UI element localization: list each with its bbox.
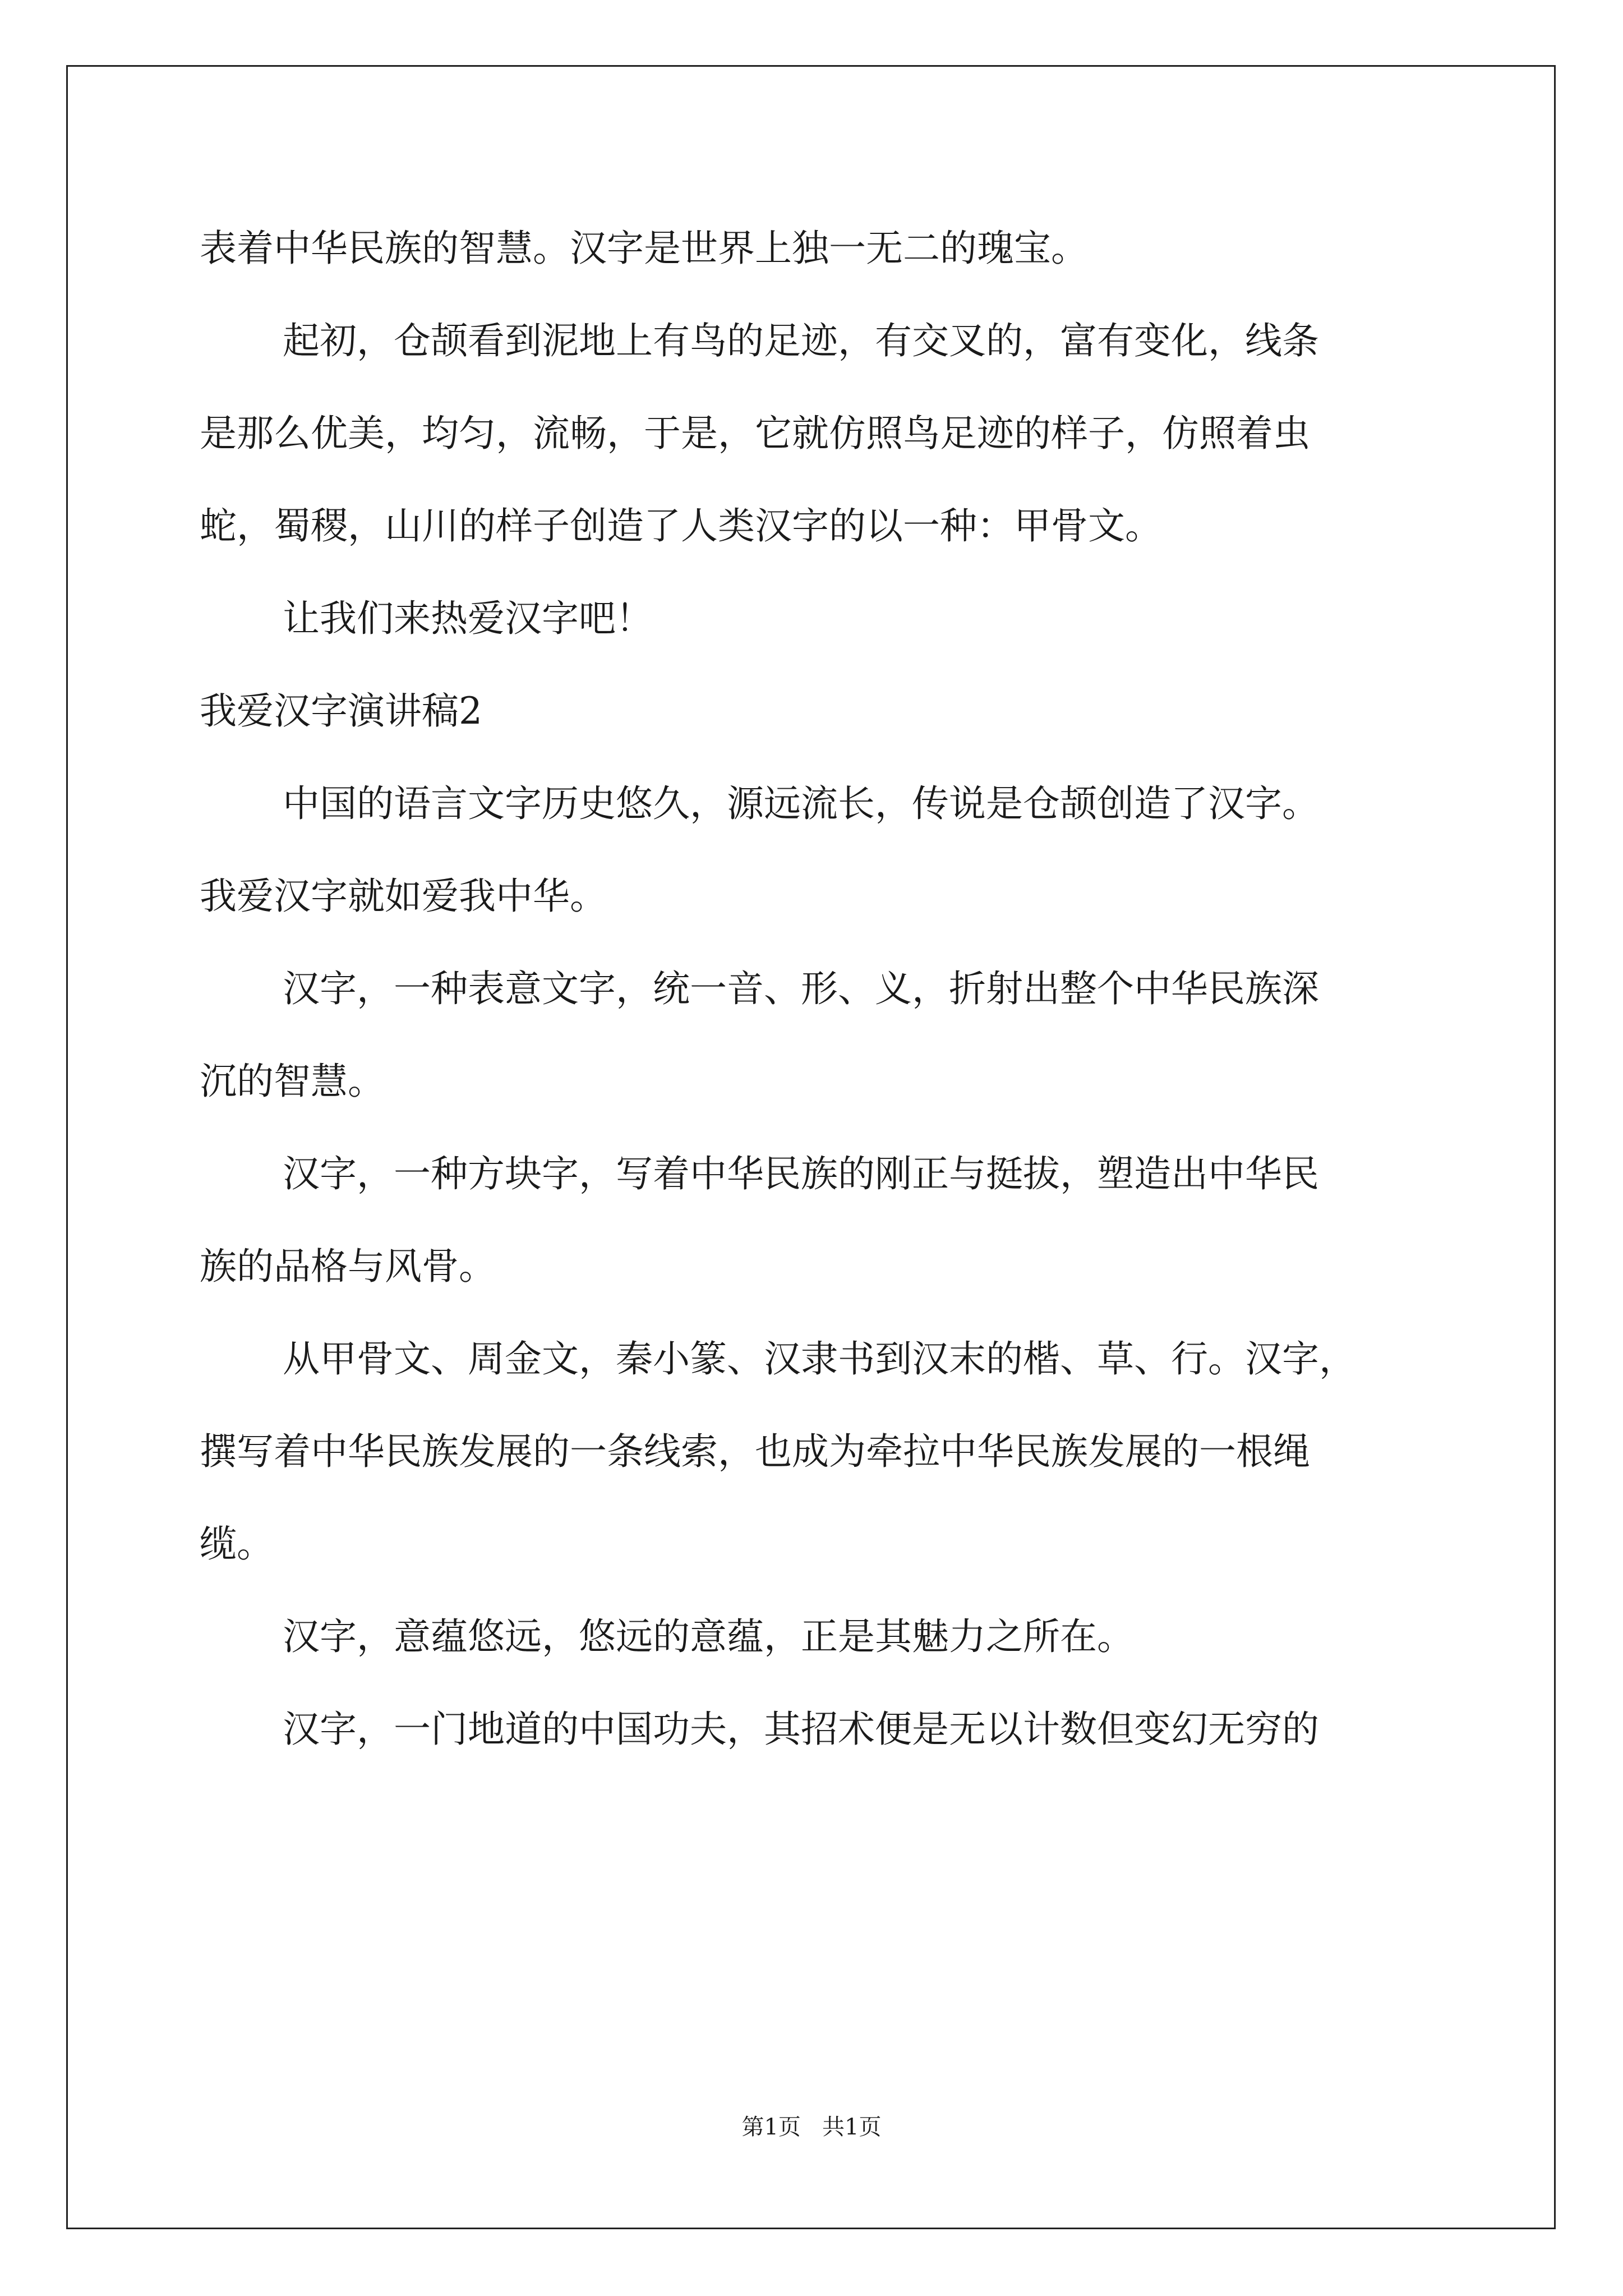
text-line: 中国的语言文字历史悠久，源远流长，传说是仓颉创造了汉字。 (283, 782, 1319, 825)
text-line: 表着中华民族的智慧。汉字是世界上独一无二的瑰宝。 (200, 227, 1088, 270)
text-line: 从甲骨文、周金文，秦小篆、汉隶书到汉末的楷、草、行。汉字， (283, 1337, 1356, 1381)
document-body (200, 202, 1433, 1775)
text-line: 蛇，蜀稷，山川的样子创造了人类汉字的以一种：甲骨文。 (200, 504, 1162, 547)
text-line: 让我们来热爱汉字吧！ (283, 597, 653, 640)
text-line: 我爱汉字就如爱我中华。 (200, 875, 607, 918)
text-line: 缆。 (200, 1522, 274, 1566)
text-line: 起初，仓颉看到泥地上有鸟的足迹，有交叉的，富有变化，线条 (283, 319, 1319, 362)
section-title: 我爱汉字演讲稿2 (200, 689, 482, 733)
text-line: 沉的智慧。 (200, 1060, 385, 1103)
text-line: 是那么优美，均匀，流畅，于是，它就仿照鸟足迹的样子，仿照着虫 (200, 412, 1310, 455)
text-line: 汉字，一门地道的中国功夫，其招术便是无以计数但变幻无穷的 (283, 1708, 1319, 1751)
text-line: 汉字，意蕴悠远，悠远的意蕴，正是其魅力之所在。 (283, 1615, 1134, 1658)
text-line: 撰写着中华民族发展的一条线索，也成为牵拉中华民族发展的一根绳 (200, 1430, 1310, 1473)
text-line: 族的品格与风骨。 (200, 1245, 496, 1288)
page-footer: 第1页 共1页 (741, 2114, 882, 2140)
text-line: 汉字，一种表意文字，统一音、形、义，折射出整个中华民族深 (283, 967, 1319, 1010)
text-line: 汉字，一种方块字，写着中华民族的刚正与挺拔，塑造出中华民 (283, 1152, 1319, 1195)
